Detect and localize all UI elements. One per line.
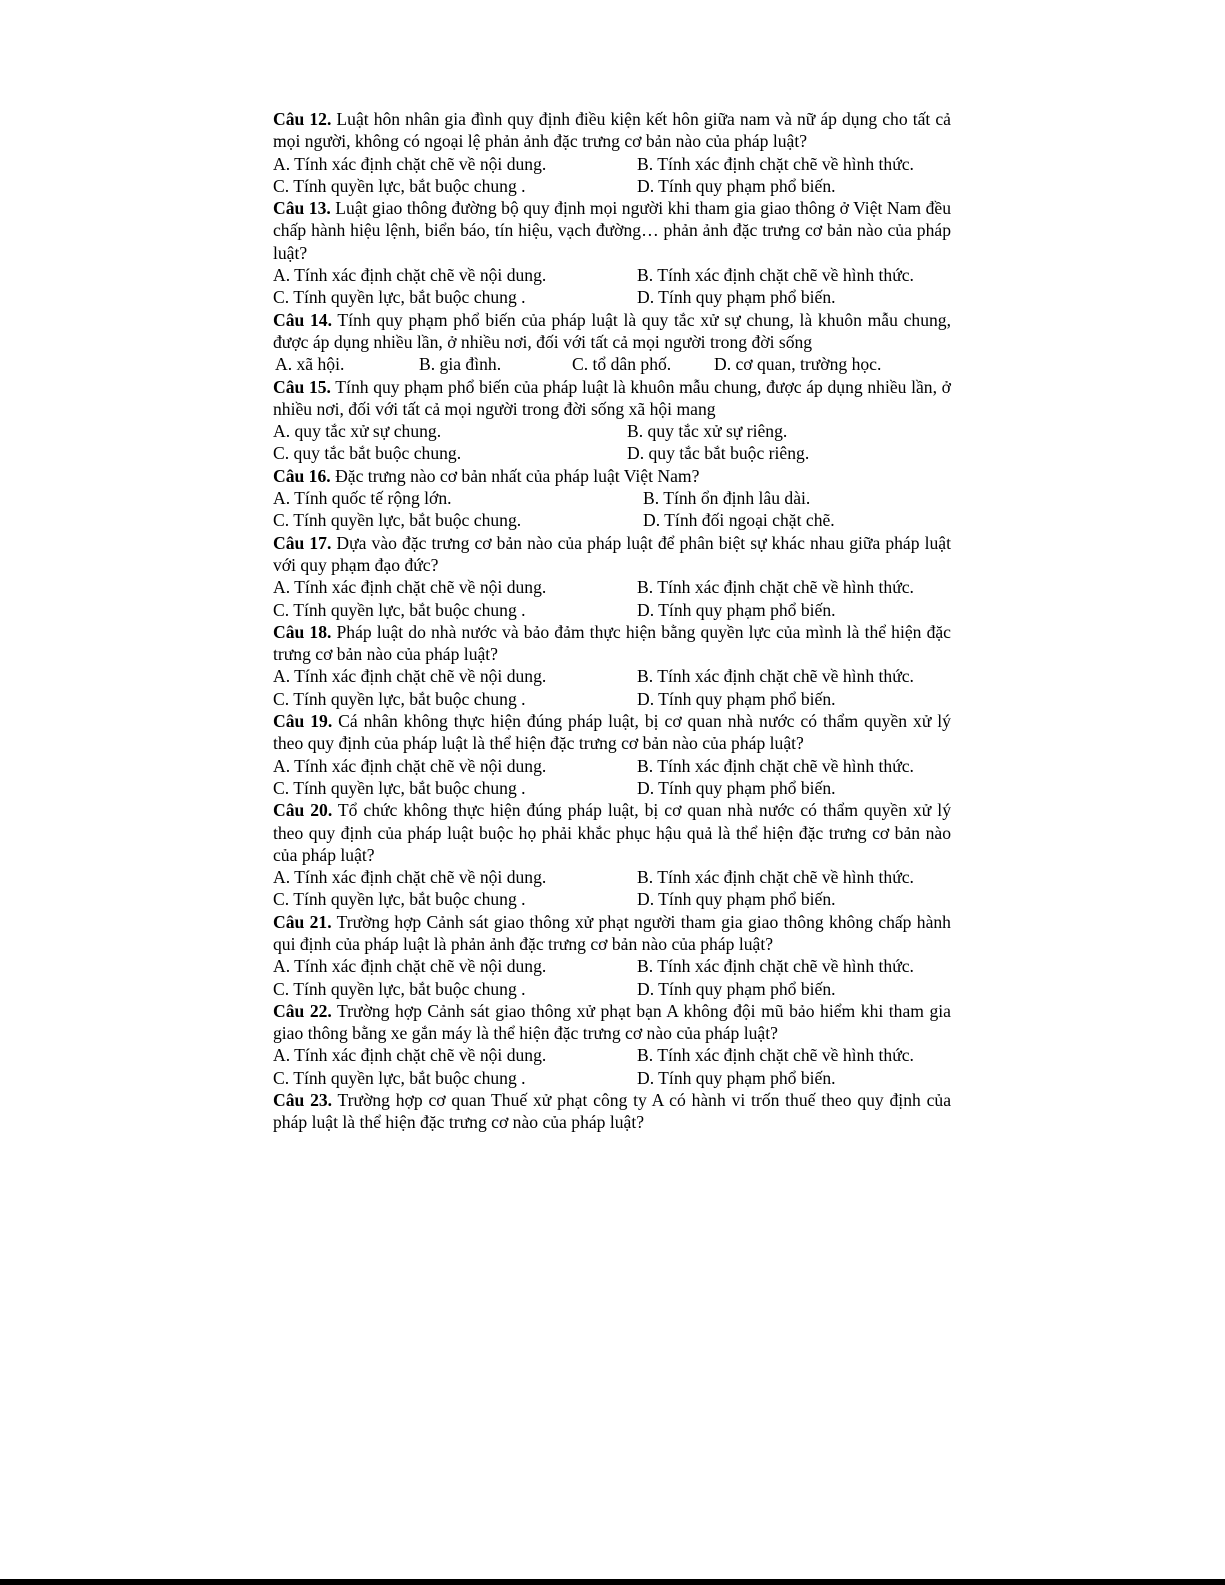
question-13 (273, 197, 951, 264)
option-d: D. Tính quy phạm phổ biến. (637, 175, 836, 196)
question-19 (273, 710, 951, 755)
question-text: Cá nhân không thực hiện đúng pháp luật, bị cơ quan nhà nước có thẩm quyền xử lý theo quy định của pháp luật là thể hiện đặc trưng cơ bản nào của pháp luật? (273, 711, 951, 754)
option-d: D. Tính quy phạm phổ biến. (637, 287, 836, 308)
option-a: A. Tính xác định chặt chẽ về nội dung. (273, 666, 547, 687)
question-22 (273, 1000, 951, 1045)
option-a: A. quy tắc xử sự chung. (273, 421, 442, 442)
option-c: C. tổ dân phố. (572, 354, 672, 375)
option-a: A. Tính xác định chặt chẽ về nội dung. (273, 265, 547, 286)
question-23 (273, 1089, 951, 1134)
option-d: D. Tính quy phạm phổ biến. (637, 978, 836, 999)
question-text: Trường hợp Cảnh sát giao thông xử phạt bạn A không đội mũ bảo hiểm khi tham gia giao thông bằng xe gắn máy là thể hiện đặc trưng cơ nào của pháp luật? (273, 1000, 951, 1044)
option-d: D. quy tắc bắt buộc riêng. (627, 443, 810, 464)
question-20 (273, 799, 951, 866)
option-d: D. Tính quy phạm phổ biến. (637, 777, 836, 798)
option-b: B. Tính ổn định lâu dài. (643, 488, 811, 509)
option-c: C. Tính quyền lực, bắt buộc chung . (273, 287, 526, 308)
answer-options (273, 420, 951, 465)
option-b: B. Tính xác định chặt chẽ về hình thức. (637, 577, 914, 598)
answer-options (273, 487, 951, 532)
question-number: Câu 20. (273, 800, 333, 821)
answer-options (273, 576, 951, 621)
option-d: D. Tính quy phạm phổ biến. (637, 688, 836, 709)
page-bottom-border (0, 1579, 1225, 1585)
question-21 (273, 911, 951, 956)
option-d: D. Tính quy phạm phổ biến. (637, 1067, 836, 1088)
option-a: A. Tính quốc tế rộng lớn. (273, 488, 452, 509)
question-number: Câu 19. (273, 711, 333, 732)
option-a: A. Tính xác định chặt chẽ về nội dung. (273, 755, 547, 776)
option-a: A. Tính xác định chặt chẽ về nội dung. (273, 867, 547, 888)
option-a: A. xã hội. (275, 354, 345, 375)
question-number: Câu 14. (273, 309, 332, 330)
question-text: Tính quy phạm phổ biến của pháp luật là quy tắc xử sự chung, là khuôn mẫu chung, được áp dụng nhiều lần, ở nhiều nơi, đối với tất cả mọi người trong đời sống (273, 309, 951, 352)
answer-options (273, 264, 951, 309)
question-text: Luật hôn nhân gia đình quy định điều kiện kết hôn giữa nam và nữ áp dụng cho tất cả mọi người, không có ngoại lệ phản ảnh đặc trưng cơ bản nào của pháp luật? (273, 109, 951, 152)
question-number: Câu 13. (273, 198, 331, 219)
answer-options (273, 755, 951, 800)
question-number: Câu 22. (273, 1000, 332, 1021)
option-c: C. Tính quyền lực, bắt buộc chung . (273, 175, 526, 196)
answer-options (273, 665, 951, 710)
document-page (273, 108, 951, 1134)
question-number: Câu 16. (273, 465, 331, 486)
answer-options (273, 955, 951, 1000)
option-b: B. quy tắc xử sự riêng. (627, 421, 788, 442)
option-c: C. Tính quyền lực, bắt buộc chung . (273, 777, 526, 798)
question-number: Câu 21. (273, 911, 332, 932)
option-a: A. Tính xác định chặt chẽ về nội dung. (273, 1045, 547, 1066)
option-c: C. Tính quyền lực, bắt buộc chung. (273, 510, 522, 531)
question-18 (273, 621, 951, 666)
option-b: B. Tính xác định chặt chẽ về hình thức. (637, 867, 914, 888)
option-a: A. Tính xác định chặt chẽ về nội dung. (273, 153, 547, 174)
question-number: Câu 18. (273, 621, 332, 642)
answer-options (273, 353, 951, 375)
option-b: B. Tính xác định chặt chẽ về hình thức. (637, 1045, 914, 1066)
question-number: Câu 15. (273, 376, 331, 397)
question-text: Dựa vào đặc trưng cơ bản nào của pháp luật để phân biệt sự khác nhau giữa pháp luật với quy phạm đạo đức? (273, 532, 951, 575)
option-c: C. Tính quyền lực, bắt buộc chung . (273, 889, 526, 910)
option-d: D. Tính quy phạm phổ biến. (637, 889, 836, 910)
question-14 (273, 309, 951, 354)
question-text: Trường hợp Cảnh sát giao thông xử phạt người tham gia giao thông không chấp hành qui định của pháp luật là phản ảnh đặc trưng cơ bản nào của pháp luật? (273, 911, 951, 954)
question-text: Đặc trưng nào cơ bản nhất của pháp luật Việt Nam? (330, 465, 700, 486)
option-b: B. gia đình. (419, 354, 502, 375)
option-d: D. Tính quy phạm phổ biến. (637, 599, 836, 620)
option-a: A. Tính xác định chặt chẽ về nội dung. (273, 577, 547, 598)
option-b: B. Tính xác định chặt chẽ về hình thức. (637, 666, 914, 687)
option-b: B. Tính xác định chặt chẽ về hình thức. (637, 956, 914, 977)
question-text: Luật giao thông đường bộ quy định mọi người khi tham gia giao thông ở Việt Nam đều chấp hành hiệu lệnh, biển báo, tín hiệu, vạch đường… phản ảnh đặc trưng cơ bản nào của pháp luật? (273, 198, 951, 263)
answer-options (273, 866, 951, 911)
option-b: B. Tính xác định chặt chẽ về hình thức. (637, 755, 914, 776)
option-d: D. cơ quan, trường học. (714, 354, 882, 375)
option-a: A. Tính xác định chặt chẽ về nội dung. (273, 956, 547, 977)
option-b: B. Tính xác định chặt chẽ về hình thức. (637, 153, 914, 174)
option-c: C. Tính quyền lực, bắt buộc chung . (273, 688, 526, 709)
question-text: Trường hợp cơ quan Thuế xử phạt công ty A có hành vi trốn thuế theo quy định của pháp luật là thể hiện đặc trưng cơ nào của pháp luật? (273, 1090, 951, 1133)
option-c: C. Tính quyền lực, bắt buộc chung . (273, 599, 526, 620)
question-16 (273, 465, 951, 487)
question-number: Câu 12. (273, 109, 332, 129)
option-d: D. Tính đối ngoại chặt chẽ. (643, 510, 835, 531)
question-text: Pháp luật do nhà nước và bảo đảm thực hiện bằng quyền lực của mình là thể hiện đặc trưng cơ bản nào của pháp luật? (273, 621, 951, 665)
question-text: Tổ chức không thực hiện đúng pháp luật, bị cơ quan nhà nước có thẩm quyền xử lý theo quy định của pháp luật buộc họ phải khắc phục hậu quả là thể hiện đặc trưng cơ bản nào của pháp luật? (273, 800, 951, 865)
option-c: C. Tính quyền lực, bắt buộc chung . (273, 1067, 526, 1088)
option-c: C. Tính quyền lực, bắt buộc chung . (273, 978, 526, 999)
question-number: Câu 23. (273, 1090, 333, 1111)
answer-options (273, 153, 951, 198)
option-b: B. Tính xác định chặt chẽ về hình thức. (637, 265, 914, 286)
answer-options (273, 1044, 951, 1089)
option-c: C. quy tắc bắt buộc chung. (273, 443, 462, 464)
question-15 (273, 376, 951, 421)
question-12 (273, 108, 951, 153)
question-17 (273, 532, 951, 577)
question-number: Câu 17. (273, 532, 332, 553)
question-text: Tính quy phạm phổ biến của pháp luật là khuôn mẫu chung, được áp dụng nhiều lần, ở nhiều nơi, đối với tất cả mọi người trong đời sống xã hội mang (273, 376, 951, 419)
